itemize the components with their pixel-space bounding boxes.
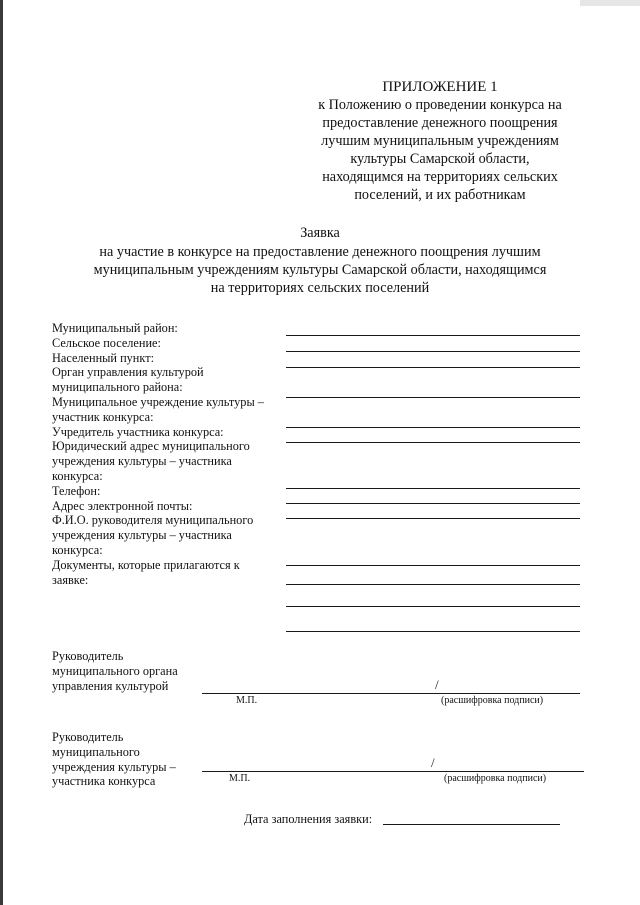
signature-label-line: муниципального: [52, 744, 140, 759]
appendix-line: находящимся на территориях сельских: [322, 169, 558, 185]
application-subtitle-line: на участие в конкурсе на предоставление денежного поощрения лучшим: [99, 244, 541, 260]
application-subtitle-line: муниципальным учреждениям культуры Самарской области, находящимся: [93, 262, 547, 278]
field-label: Населенный пункт:: [52, 350, 154, 365]
appendix-line: поселений, и их работникам: [354, 187, 526, 203]
appendix-header: [300, 78, 580, 204]
fill-line-date[interactable]: [383, 824, 560, 825]
field-label: заявке:: [52, 572, 89, 587]
signature-decode-label-2: (расшифровка подписи): [444, 773, 547, 784]
fill-line-director-name[interactable]: [286, 565, 580, 566]
field-label: Ф.И.О. руководителя муниципального: [52, 513, 254, 528]
signature-label-line: муниципального органа: [52, 663, 178, 678]
signature-label-line: Руководитель: [52, 730, 124, 744]
form-field-labels: [52, 321, 282, 587]
fill-line-culture-authority[interactable]: [286, 397, 580, 398]
field-label: Телефон:: [52, 483, 101, 498]
field-label: Муниципальный район:: [52, 321, 178, 335]
appendix-title: ПРИЛОЖЕНИЕ 1: [382, 79, 498, 95]
field-label: муниципального района:: [52, 380, 183, 395]
fill-line-settlement[interactable]: [286, 351, 580, 352]
signature-label-line: Руководитель: [52, 649, 124, 663]
signature-block-2-label: [52, 730, 176, 789]
fill-line-documents-2[interactable]: [286, 606, 580, 607]
field-label: Учредитель участника конкурса:: [52, 424, 224, 439]
field-label: Сельское поселение:: [52, 335, 161, 350]
application-title: Заявка: [300, 225, 340, 241]
application-subtitle: [40, 243, 600, 297]
field-label: конкурса:: [52, 542, 103, 557]
field-label: учреждения культуры – участника: [52, 454, 232, 469]
signature-slash-1: /: [435, 677, 439, 692]
appendix-line: предоставление денежного поощрения: [322, 115, 558, 131]
scan-corner-mark: [580, 0, 640, 6]
field-label: учреждения культуры – участника: [52, 528, 232, 543]
field-label: участник конкурса:: [52, 409, 154, 424]
field-label: Адрес электронной почты:: [52, 498, 193, 513]
field-label: Орган управления культурой: [52, 365, 204, 380]
field-label: Муниципальное учреждение культуры –: [52, 394, 264, 409]
fill-line-locality[interactable]: [286, 367, 580, 368]
fill-line-documents-3[interactable]: [286, 631, 580, 632]
stamp-label-1: М.П.: [236, 695, 258, 706]
fill-line-documents-1[interactable]: [286, 584, 580, 585]
fill-line-phone[interactable]: [286, 503, 580, 504]
fill-date-label: Дата заполнения заявки:: [244, 812, 373, 826]
scan-left-border: [0, 0, 3, 905]
signature-block-1-label: [52, 649, 178, 693]
fill-line-legal-address[interactable]: [286, 488, 580, 489]
application-subtitle-line: на территориях сельских поселений: [210, 280, 430, 296]
field-label: конкурса:: [52, 468, 103, 483]
signature-label-line: учреждения культуры –: [52, 759, 176, 774]
fill-line-email[interactable]: [286, 518, 580, 519]
appendix-line: к Положению о проведении конкурса на: [318, 97, 562, 113]
fill-line-founder[interactable]: [286, 442, 580, 443]
signature-line-1[interactable]: [202, 693, 580, 694]
signature-line-2[interactable]: [202, 771, 584, 772]
field-label: Юридический адрес муниципального: [52, 439, 250, 454]
fill-line-institution[interactable]: [286, 427, 580, 428]
field-label: Документы, которые прилагаются к: [52, 557, 240, 572]
signature-label-line: управления культурой: [52, 678, 169, 693]
stamp-label-2: М.П.: [229, 773, 251, 784]
signature-decode-label-1: (расшифровка подписи): [441, 695, 544, 706]
appendix-line: культуры Самарской области,: [350, 151, 530, 167]
appendix-line: лучшим муниципальным учреждениям: [321, 133, 559, 149]
signature-slash-2: /: [431, 755, 435, 770]
signature-label-line: участника конкурса: [52, 774, 156, 789]
fill-line-district[interactable]: [286, 335, 580, 336]
